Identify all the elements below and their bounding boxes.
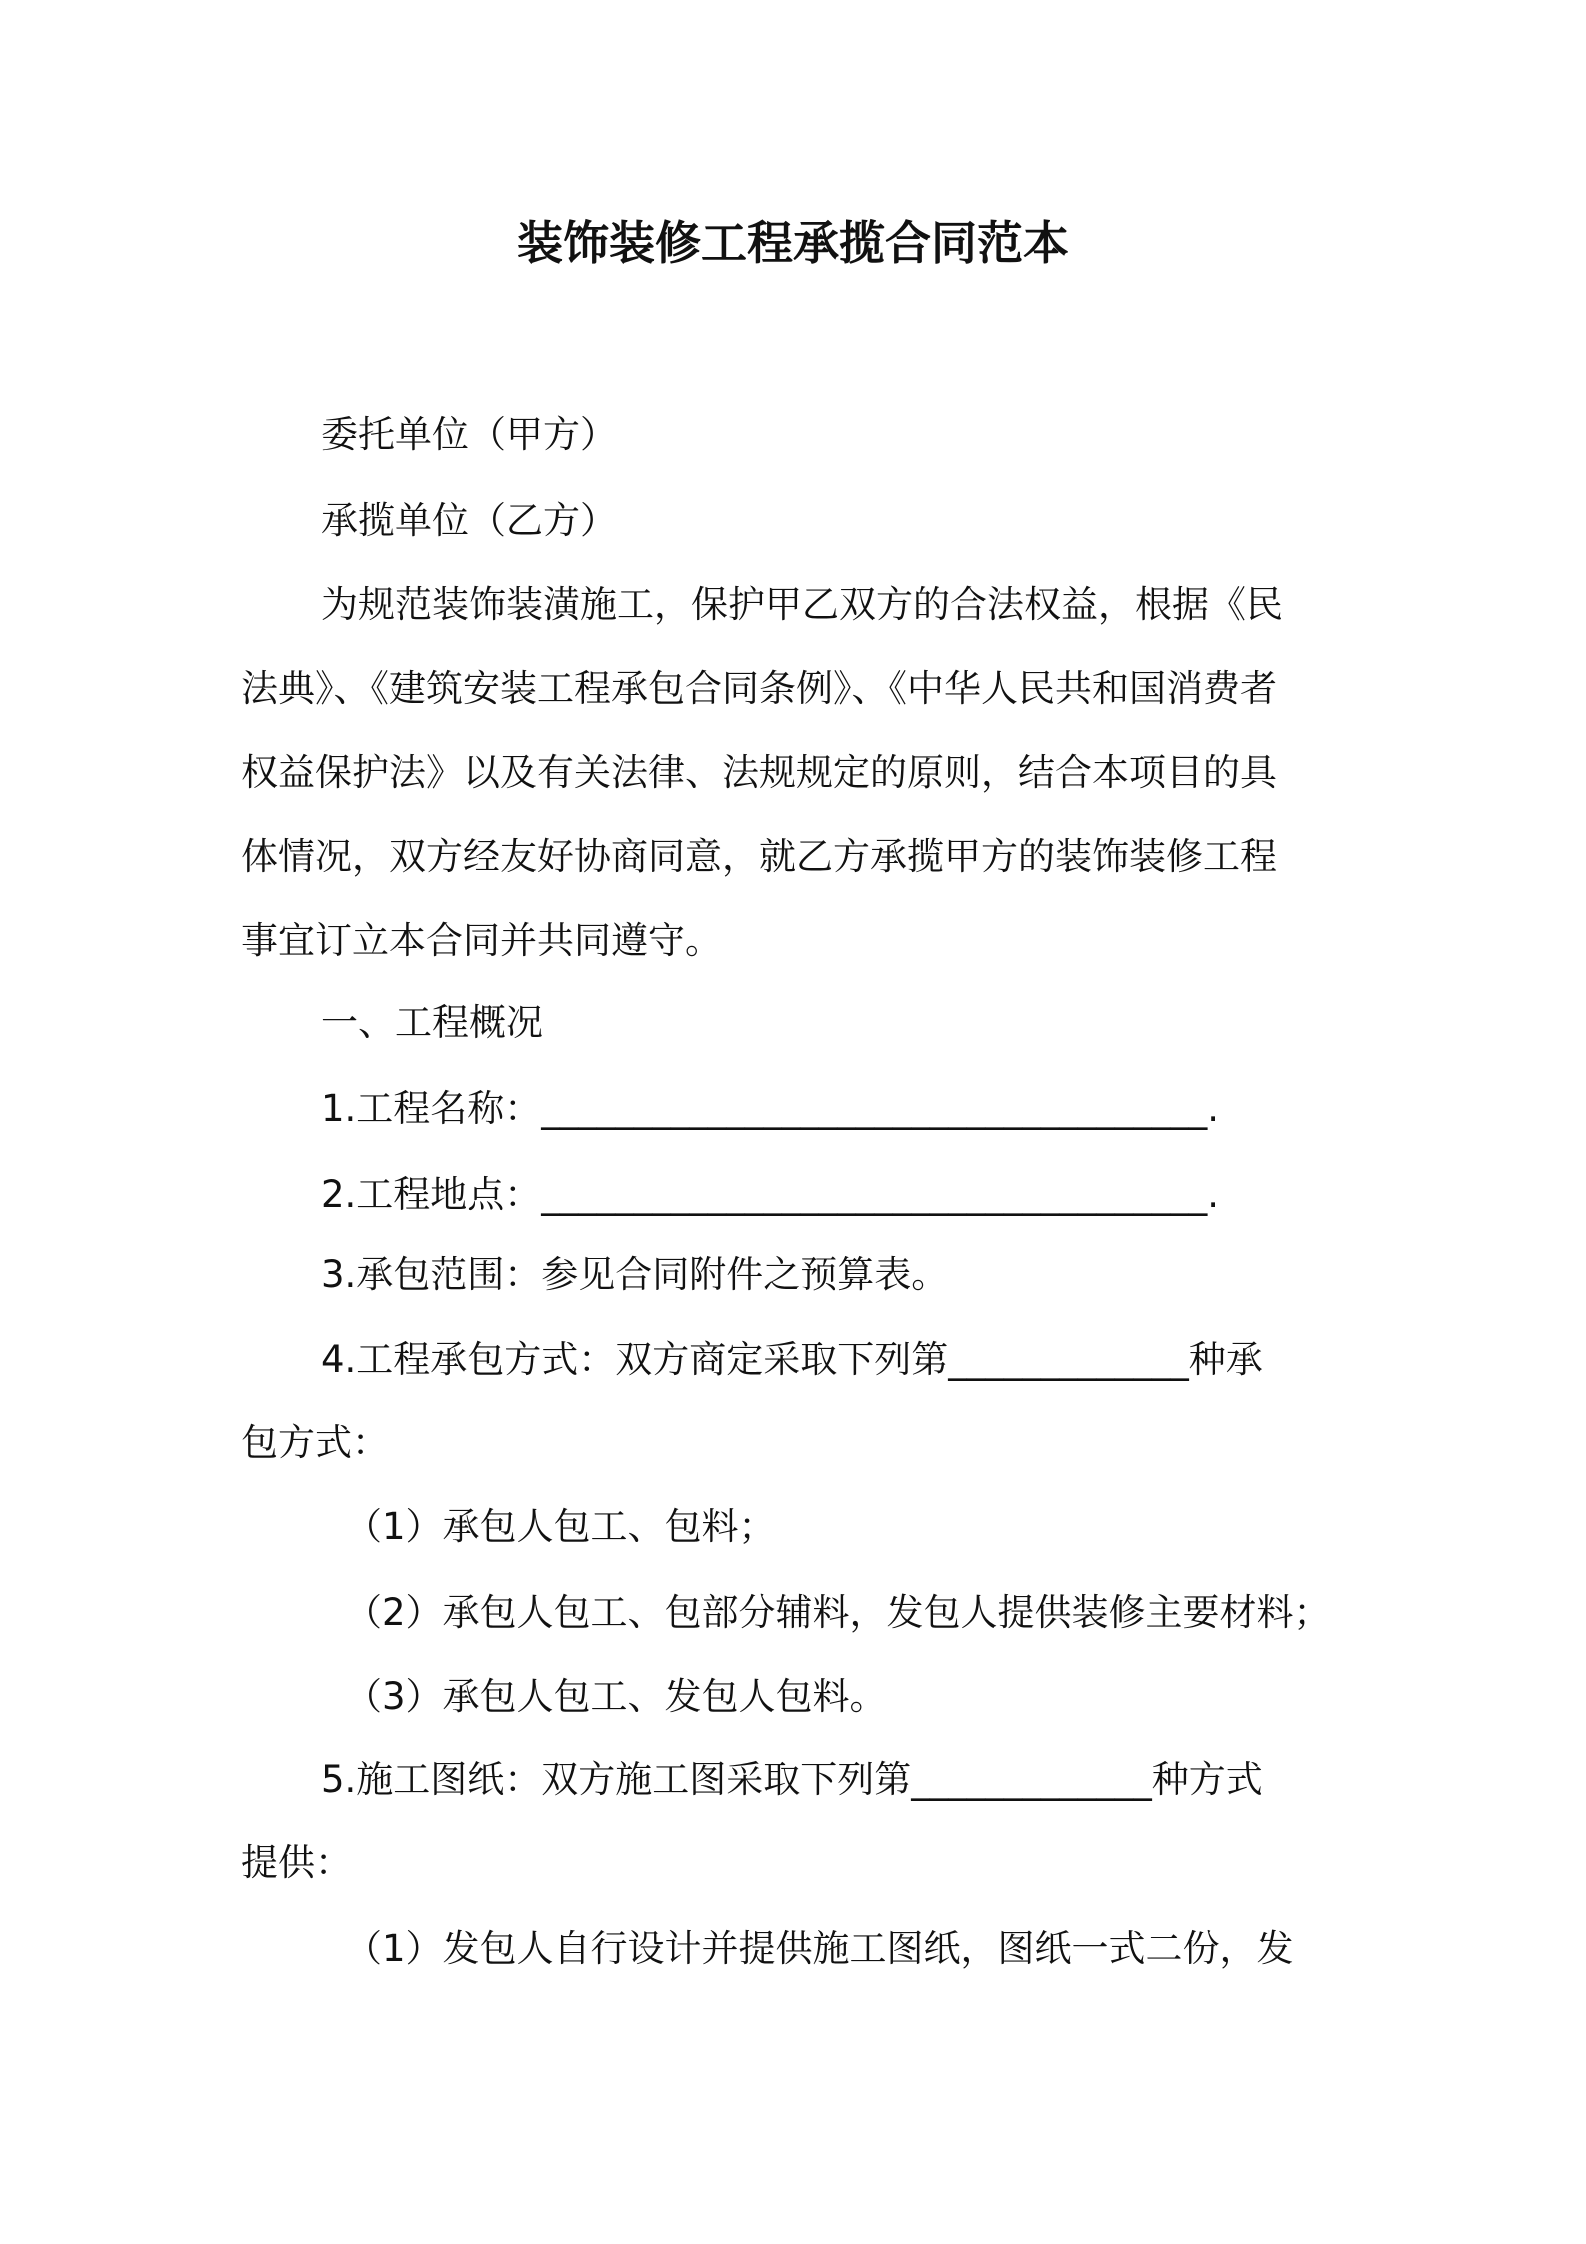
preamble-line-3: 权益保护法》以及有关法律、法规规定的原则，结合本项目的具: [241, 751, 1277, 794]
contract-scope-line: 3.承包范围：参见合同附件之预算表。: [321, 1253, 949, 1296]
preamble-line-5: 事宜订立本合同并共同遵守。: [241, 919, 722, 962]
party-b-line: 承揽单位（乙方）: [321, 499, 617, 542]
section-heading: 一、工程概况: [321, 1001, 543, 1044]
party-a-line: 委托单位（甲方）: [321, 413, 617, 456]
contract-method-line-2: 包方式：: [241, 1421, 389, 1464]
drawings-option-1: （1）发包人自行设计并提供施工图纸，图纸一式二份，发: [345, 1927, 1294, 1970]
preamble-line-2: 法典》、《建筑安装工程承包合同条例》、《中华人民共和国消费者: [241, 667, 1277, 710]
method-option-2: （2）承包人包工、包部分辅料，发包人提供装修主要材料；: [345, 1591, 1331, 1634]
method-option-3: （3）承包人包工、发包人包料。: [345, 1675, 887, 1718]
project-location-line: 2.工程地点：____________________________________.: [321, 1173, 1220, 1216]
project-name-line: 1.工程名称：____________________________________.: [321, 1087, 1220, 1130]
document-title: 装饰装修工程承揽合同范本: [517, 216, 1069, 270]
contract-method-line-1: 4.工程承包方式：双方商定采取下列第_____________种承: [321, 1338, 1263, 1381]
drawings-line-1: 5.施工图纸：双方施工图采取下列第_____________种方式: [321, 1758, 1263, 1801]
preamble-line-4: 体情况，双方经友好协商同意，就乙方承揽甲方的装饰装修工程: [241, 835, 1277, 878]
preamble-line-1: 为规范装饰装潢施工，保护甲乙双方的合法权益，根据《民: [321, 583, 1283, 626]
drawings-line-2: 提供：: [241, 1841, 352, 1884]
method-option-1: （1）承包人包工、包料；: [345, 1505, 776, 1548]
